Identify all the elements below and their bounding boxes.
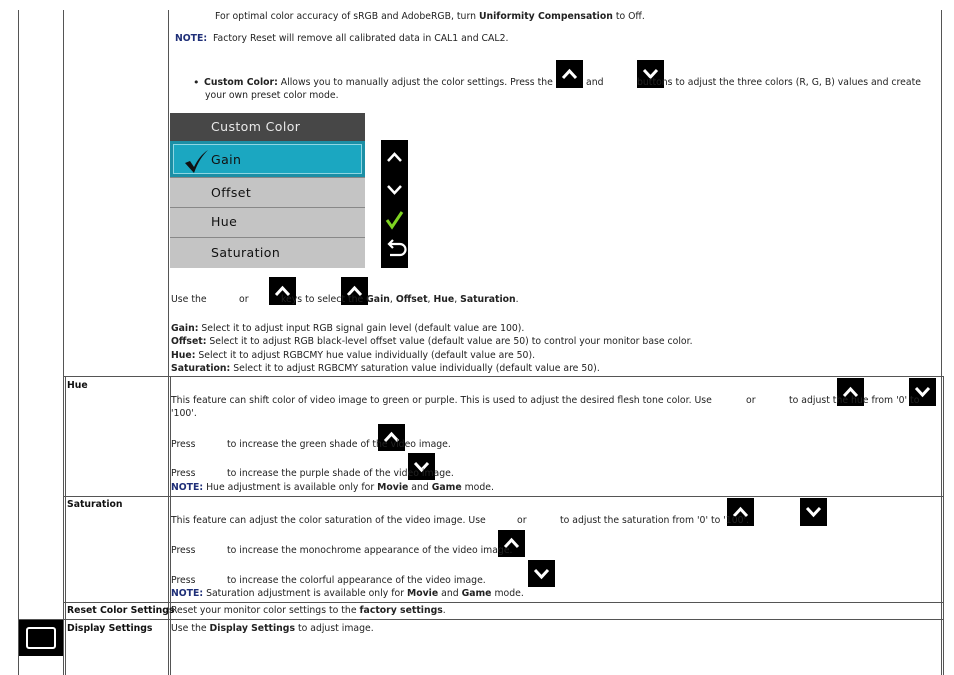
reset-text-post: . [442, 605, 446, 616]
hue-note [171, 482, 494, 493]
use-the-or: or [239, 294, 249, 305]
osd-menu-item-offset [170, 177, 365, 207]
osd-menu-item-saturation [170, 237, 365, 268]
custom-color-text2: buttons to adjust the three colors (R, G, B) values and create [637, 77, 921, 88]
reset-text-bold: factory settings [359, 605, 443, 616]
osd-button-strip [381, 140, 408, 268]
osd-item-label-offset: Offset [211, 185, 252, 200]
hue-press-down: Press [171, 468, 196, 479]
saturation-note-movie: Movie [406, 588, 439, 599]
osd-menu-header [170, 113, 365, 141]
hue-desc-end: '100'. [171, 408, 197, 419]
saturation-text: Select it to adjust RGBCMY saturation value individually (default value are 50). [230, 363, 600, 375]
uniformity-post: to Off. [612, 11, 645, 22]
factory-reset-note [175, 33, 508, 44]
table-inner-right [943, 376, 944, 675]
keys-select-line [281, 294, 519, 305]
uniformity-text: For optimal color accuracy of sRGB and AdobeRGB, turn [215, 11, 479, 22]
custom-color-text: Allows you to manually adjust the color settings. Press the [277, 77, 553, 88]
note-text: Factory Reset will remove all calibrated data in CAL1 and CAL2. [213, 33, 509, 44]
uniformity-line [215, 11, 645, 22]
sel-saturation: Saturation [460, 294, 516, 305]
offset-text: Select it to adjust RGB black-level offset value (default value are 50) to control your monitor base color. [206, 336, 693, 348]
up-arrow-icon [556, 60, 583, 88]
comma: , [427, 294, 431, 305]
down-arrow-icon [800, 498, 827, 526]
saturation-note [171, 588, 524, 599]
uniformity-bold: Uniformity Compensation [478, 11, 613, 22]
strip-down-icon [388, 186, 401, 193]
row-divider-reset [63, 602, 943, 603]
saturation-note-text: Saturation adjustment is available only for [203, 588, 407, 599]
row-name-reset-color-settings: Reset Color Settings [67, 605, 175, 616]
offset-label: Offset: [171, 336, 207, 348]
display-settings-text [171, 623, 374, 634]
osd-item-label-gain: Gain [211, 152, 242, 167]
osd-menu-item-hue [170, 207, 365, 237]
display-text-post: to adjust image. [295, 623, 374, 634]
display-text-bold: Display Settings [209, 623, 295, 634]
sub-definitions [171, 322, 693, 376]
custom-color-label: Custom Color: [204, 77, 278, 88]
sel-offset: Offset [395, 294, 428, 305]
hue-note-label: NOTE: [171, 482, 204, 493]
saturation-desc: This feature can adjust the color saturation of the video image. Use [171, 515, 486, 526]
sel-hue: Hue [433, 294, 455, 305]
row-name-saturation: Saturation [67, 499, 123, 510]
hue-desc: This feature can shift color of video image to green or purple. This is used to adjust the desired flesh tone color. Use [171, 395, 712, 406]
row-divider-hue [63, 376, 943, 377]
bullet-icon: • [193, 76, 200, 89]
hue-or: or [746, 395, 756, 406]
hue-down-text: to increase the purple shade of the video image. [227, 468, 454, 479]
saturation-note-mode: mode. [491, 588, 524, 599]
hue-label: Hue: [171, 349, 196, 361]
down-arrow-icon [528, 560, 555, 587]
saturation-label: Saturation: [171, 363, 231, 375]
table-border-right [941, 10, 942, 675]
hue-note-game: Game [431, 482, 462, 493]
display-settings-icon [19, 620, 63, 656]
offset-definition [171, 335, 693, 348]
display-text-pre: Use the [171, 623, 210, 634]
note-label: NOTE: [175, 33, 208, 44]
row-name-hue: Hue [67, 380, 88, 391]
custom-color-and: and [586, 77, 604, 88]
strip-up-icon [388, 154, 401, 161]
saturation-note-label: NOTE: [171, 588, 204, 599]
sel-gain: Gain [366, 294, 390, 305]
row-divider-saturation [63, 496, 943, 497]
use-the-text: Use the [171, 294, 207, 305]
saturation-press-up: Press [171, 545, 196, 556]
saturation-up-text: to increase the monochrome appearance of the video image. [227, 545, 513, 556]
hue-up-text: to increase the green shade of the video image. [227, 439, 451, 450]
hue-note-and: and [408, 482, 432, 493]
hue-note-movie: Movie [377, 482, 409, 493]
comma: , [389, 294, 393, 305]
gain-label: Gain: [171, 323, 199, 334]
use-the-line [171, 294, 207, 305]
table-border-left [18, 10, 19, 675]
keys-select-text: keys to select the [281, 294, 364, 305]
saturation-down-text: to increase the colorful appearance of the video image. [227, 575, 486, 586]
strip-back-icon [389, 240, 406, 255]
reset-text [171, 605, 446, 616]
hue-note-text: Hue adjustment is available only for [203, 482, 378, 493]
custom-color-line1 [204, 77, 553, 88]
osd-menu-title: Custom Color [211, 119, 301, 134]
custom-color-text3: your own preset color mode. [205, 90, 339, 101]
hue-definition [171, 349, 693, 362]
row-divider-display [18, 619, 943, 620]
hue-press-up: Press [171, 439, 196, 450]
osd-item-label-saturation: Saturation [211, 245, 281, 260]
gain-definition [171, 322, 693, 335]
table-inner-left [65, 376, 66, 675]
hue-text: Select it to adjust RGBCMY hue value individually (default value are 50). [195, 349, 536, 361]
gain-text: Select it to adjust input RGB signal gain level (default value are 100). [198, 323, 525, 334]
hue-desc-post: to adjust the hue from '0' to [789, 395, 920, 406]
check-icon [183, 150, 209, 174]
period: . [515, 294, 519, 305]
reset-text-pre: Reset your monitor color settings to the [171, 605, 360, 616]
saturation-note-and: and [438, 588, 462, 599]
strip-check-icon [387, 212, 402, 227]
table-divider-col1 [63, 10, 64, 675]
saturation-or: or [517, 515, 527, 526]
comma: , [454, 294, 458, 305]
hue-note-mode: mode. [461, 482, 494, 493]
table-divider-col2 [168, 10, 169, 675]
saturation-press-down: Press [171, 575, 196, 586]
osd-menu-item-gain [170, 141, 365, 177]
saturation-definition [171, 362, 693, 375]
saturation-note-game: Game [461, 588, 492, 599]
saturation-desc-post: to adjust the saturation from '0' to '100'. [560, 515, 750, 526]
row-name-display-settings: Display Settings [67, 623, 153, 634]
osd-item-label-hue: Hue [211, 214, 238, 229]
